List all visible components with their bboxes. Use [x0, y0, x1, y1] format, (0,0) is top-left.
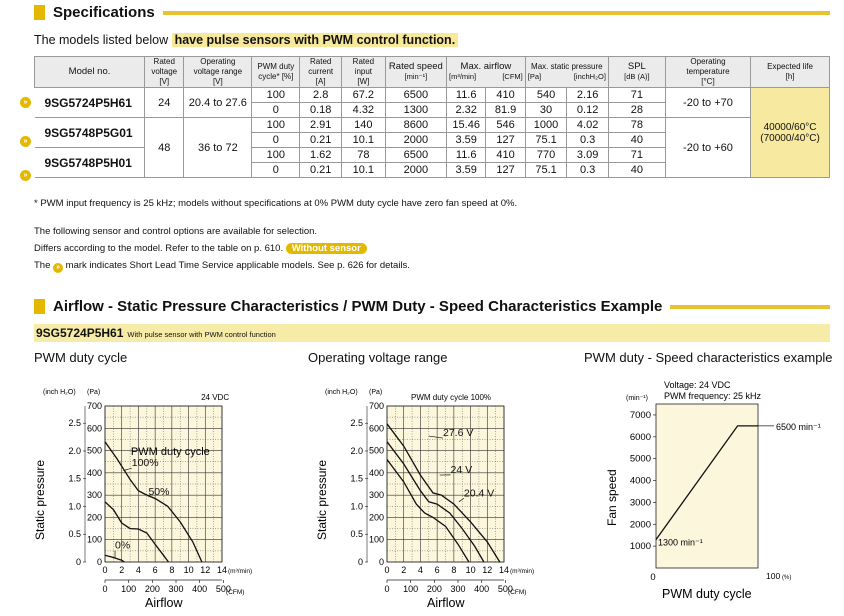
series-label: 20.4 V: [463, 487, 495, 500]
y-axis-label: Static pressure: [315, 459, 329, 540]
y2-tick-label: 1.0: [68, 501, 81, 512]
cfm-tick-label: 0: [102, 584, 108, 594]
x-tick-label: 14: [216, 565, 228, 575]
y-unit: (Pa): [87, 389, 101, 396]
short-lead-time-icon: »: [20, 170, 31, 181]
spl-cell: 40: [608, 163, 665, 178]
series-label: 0%: [115, 539, 131, 552]
series-label: 100%: [131, 457, 159, 470]
cfm-tick-label: 200: [426, 584, 442, 594]
short-lead-time-icon: »: [20, 136, 31, 147]
speed-chart: [596, 378, 842, 614]
chart-title: PWM duty cycle: [34, 350, 128, 365]
temperature-cell: -20 to +60: [665, 118, 750, 178]
y2-tick-label: 2.5: [68, 418, 81, 429]
y-unit: (min⁻¹): [626, 395, 648, 402]
y-tick-label: 2000: [629, 519, 651, 531]
pwm-footnote: * PWM input frequency is 25 kHz; models without specifications at 0% PWM duty cycle have zero fan speed at 0%.: [34, 198, 518, 209]
y2-tick-label: 0: [75, 557, 81, 567]
x-tick-label: 8: [451, 565, 457, 575]
intro-plain: The models listed below: [34, 33, 172, 47]
options-note: The following sensor and control options are available for selection.: [34, 226, 318, 237]
pressure-pa-cell: 30: [525, 103, 567, 118]
y2-tick-label: 1.0: [350, 501, 363, 512]
y-unit: (Pa): [369, 389, 383, 396]
y-tick-label: 700: [86, 401, 102, 411]
cfm-unit: (CFM): [226, 589, 245, 596]
y-tick-label: 5000: [629, 453, 651, 465]
spl-cell: 78: [608, 118, 665, 133]
specifications-header: [34, 4, 830, 21]
y-tick-label: 100: [86, 534, 102, 545]
header-temperature: Operating temperature [°C]: [665, 57, 750, 88]
spec-table: [34, 56, 830, 178]
speed-cell: 2000: [385, 163, 446, 178]
y2-tick-label: 1.5: [68, 473, 81, 484]
x-tick-label: 0: [384, 565, 390, 575]
chart-annotation: PWM duty cycle 100%: [411, 393, 492, 402]
voltage-cell: 48: [145, 118, 184, 178]
y-tick-label: 0: [96, 557, 102, 567]
range-cell: 36 to 72: [184, 118, 252, 178]
y-axis-label: Fan speed: [605, 469, 619, 526]
spl-cell: 71: [608, 148, 665, 163]
input-cell: 67.2: [341, 88, 385, 103]
cfm-tick-label: 400: [192, 584, 208, 594]
cfm-tick-label: 300: [168, 584, 184, 594]
data-label-low: 1300 min⁻¹: [658, 537, 703, 548]
chart-title: PWM duty - Speed characteristics example: [584, 350, 833, 365]
input-cell: 140: [341, 118, 385, 133]
x-tick-label: 4: [417, 565, 423, 575]
airflow-cfm-cell: 546: [486, 118, 525, 133]
without-sensor-badge: Without sensor: [286, 243, 367, 254]
pwm-cell: 100: [252, 118, 300, 133]
section-rule: [670, 305, 830, 309]
x-tick-label: 0: [102, 565, 108, 575]
input-cell: 4.32: [341, 103, 385, 118]
y-tick-label: 4000: [629, 475, 651, 487]
y-tick-label: 100: [368, 534, 384, 545]
pwm-cell: 100: [252, 88, 300, 103]
x-tick-label: 14: [498, 565, 510, 575]
x-tick-label: 10: [183, 565, 194, 575]
x-tick-label: 4: [135, 565, 141, 575]
data-label-high: 6500 min⁻¹: [776, 421, 821, 432]
characteristics-header: [34, 298, 830, 315]
x-tick-label: 6: [434, 565, 440, 575]
legend-title: PWM duty cycle: [130, 446, 210, 459]
range-cell: 20.4 to 27.6: [184, 88, 252, 118]
pressure-inch-cell: 0.12: [567, 103, 609, 118]
airflow-cfm-cell: 81.9: [486, 103, 525, 118]
cfm-tick-label: 200: [144, 584, 160, 594]
pressure-inch-cell: 0.3: [567, 163, 609, 178]
current-cell: 0.21: [300, 133, 342, 148]
header-spl: SPL [dB (A)]: [608, 57, 665, 88]
section-rule: [163, 11, 830, 15]
section-title: Specifications: [53, 4, 155, 21]
intro-text: [34, 33, 458, 47]
y2-tick-label: 2.0: [350, 445, 363, 456]
chart-annotation: 24 VDC: [201, 393, 230, 402]
header-input: Rated input [W]: [341, 57, 385, 88]
airflow-m3-cell: 11.6: [447, 148, 486, 163]
x-tick-label: 12: [200, 565, 211, 575]
airflow-m3-cell: 11.6: [447, 88, 486, 103]
header-pressure: Max. static pressure [Pa] [inchH₂O]: [525, 57, 608, 88]
chart-title: Operating voltage range: [308, 350, 448, 365]
y-tick-label: 1000: [629, 541, 651, 553]
speed-cell: 8600: [385, 118, 446, 133]
header-airflow: Max. airflow [m³/min] [CFM]: [447, 57, 526, 88]
spl-cell: 40: [608, 133, 665, 148]
cfm-tick-label: 500: [215, 584, 231, 594]
speed-cell: 6500: [385, 88, 446, 103]
airflow-m3-cell: 15.46: [447, 118, 486, 133]
short-lead-time-icon: »: [53, 263, 63, 273]
x-tick-label: 2: [401, 565, 407, 575]
cfm-tick-label: 500: [497, 584, 513, 594]
x-tick-label: 10: [465, 565, 476, 575]
section-title: Airflow - Static Pressure Characteristics / PWM Duty - Speed Characteristics Example: [53, 298, 663, 315]
y2-tick-label: 0.5: [350, 529, 363, 540]
pwm-duty-chart: [30, 378, 285, 614]
voltage-range-chart: [312, 378, 567, 614]
y-tick-label: 400: [86, 467, 102, 478]
y-tick-label: 300: [86, 490, 102, 501]
y-axis-label: Static pressure: [33, 459, 47, 540]
current-cell: 0.21: [300, 163, 342, 178]
pwm-cell: 100: [252, 148, 300, 163]
pressure-pa-cell: 1000: [525, 118, 567, 133]
pressure-pa-cell: 770: [525, 148, 567, 163]
header-life: Expected life [h]: [751, 57, 830, 88]
current-cell: 2.91: [300, 118, 342, 133]
header-rated-voltage: Rated voltage [V]: [145, 57, 184, 88]
pressure-inch-cell: 4.02: [567, 118, 609, 133]
pressure-pa-cell: 75.1: [525, 133, 567, 148]
pressure-pa-cell: 75.1: [525, 163, 567, 178]
series-label: 27.6 V: [442, 427, 474, 440]
x-unit: (m³/min): [510, 568, 535, 575]
pressure-inch-cell: 3.09: [567, 148, 609, 163]
y-tick-label: 200: [86, 512, 102, 523]
y-tick-label: 700: [368, 401, 384, 411]
pressure-inch-cell: 0.3: [567, 133, 609, 148]
y-tick-label: 400: [368, 467, 384, 478]
x-tick-label: 8: [169, 565, 175, 575]
x-tick-label: 12: [482, 565, 493, 575]
x-axis-label: Airflow: [427, 596, 465, 610]
header-pwm: PWM duty cycle* [%]: [252, 57, 300, 88]
y-tick-label: 0: [378, 557, 384, 567]
input-cell: 78: [341, 148, 385, 163]
spl-cell: 71: [608, 88, 665, 103]
y-tick-label: 300: [368, 490, 384, 501]
x-axis-label: Airflow: [145, 596, 183, 610]
short-lead-time-icon: »: [20, 97, 31, 108]
y2-tick-label: 0.5: [68, 529, 81, 540]
current-cell: 2.8: [300, 88, 342, 103]
chart-annotation: Voltage: 24 VDC: [664, 380, 731, 390]
y2-unit: (inch H₂O): [325, 389, 358, 396]
pwm-cell: 0: [252, 103, 300, 118]
cfm-tick-label: 100: [121, 584, 137, 594]
x-unit: (m³/min): [228, 568, 253, 575]
current-cell: 1.62: [300, 148, 342, 163]
y-tick-label: 600: [368, 423, 384, 434]
spl-cell: 28: [608, 103, 665, 118]
y-tick-label: 600: [86, 423, 102, 434]
speed-cell: 6500: [385, 148, 446, 163]
header-current: Rated current [A]: [300, 57, 342, 88]
header-speed: Rated speed [min⁻¹]: [385, 57, 446, 88]
x-tick-label: 2: [119, 565, 125, 575]
input-cell: 10.1: [341, 163, 385, 178]
y2-unit: (inch H₂O): [43, 389, 76, 396]
cfm-tick-label: 400: [474, 584, 490, 594]
mark-note: The » mark indicates Short Lead Time Service applicable models. See p. 626 for details.: [34, 260, 410, 271]
model-cell: 9SG5748P5G01: [35, 118, 145, 148]
y-tick-label: 200: [368, 512, 384, 523]
model-cell: 9SG5724P5H61: [35, 88, 145, 118]
section-square-icon: [34, 299, 45, 314]
series-label: 50%: [148, 486, 170, 499]
y-tick-label: 500: [86, 445, 102, 456]
x-tick-label: 0: [650, 572, 656, 583]
header-operating-range: Operating voltage range [V]: [184, 57, 252, 88]
pressure-inch-cell: 2.16: [567, 88, 609, 103]
airflow-cfm-cell: 410: [486, 148, 525, 163]
airflow-m3-cell: 2.32: [447, 103, 486, 118]
cfm-tick-label: 300: [450, 584, 466, 594]
intro-highlight: have pulse sensors with PWM control function.: [172, 33, 459, 47]
airflow-m3-cell: 3.59: [447, 133, 486, 148]
airflow-cfm-cell: 127: [486, 133, 525, 148]
model-cell: 9SG5748P5H01: [35, 148, 145, 178]
cfm-unit: (CFM): [508, 589, 527, 596]
airflow-m3-cell: 3.59: [447, 163, 486, 178]
y2-tick-label: 2.5: [350, 418, 363, 429]
model-bar: 9SG5724P5H61 With pulse sensor with PWM control function: [34, 324, 830, 342]
airflow-cfm-cell: 410: [486, 88, 525, 103]
speed-cell: 2000: [385, 133, 446, 148]
x-tick-label: 100: [766, 571, 781, 581]
differs-note: Differs according to the model. Refer to the table on p. 610. Without sensor: [34, 243, 367, 254]
y-tick-label: 7000: [629, 409, 651, 421]
voltage-cell: 24: [145, 88, 184, 118]
pwm-cell: 0: [252, 133, 300, 148]
section-square-icon: [34, 5, 45, 20]
x-unit: (%): [782, 575, 792, 581]
cfm-tick-label: 100: [403, 584, 419, 594]
x-axis-label: PWM duty cycle: [662, 587, 752, 601]
y2-tick-label: 0: [357, 557, 363, 567]
pwm-cell: 0: [252, 163, 300, 178]
y-tick-label: 3000: [629, 497, 651, 509]
airflow-cfm-cell: 127: [486, 163, 525, 178]
y2-tick-label: 1.5: [350, 473, 363, 484]
series-label: 24 V: [450, 463, 473, 476]
header-model: Model no.: [35, 57, 145, 88]
y-tick-label: 6000: [629, 431, 651, 443]
temperature-cell: -20 to +70: [665, 88, 750, 118]
input-cell: 10.1: [341, 133, 385, 148]
x-tick-label: 6: [152, 565, 158, 575]
y-tick-label: 500: [368, 445, 384, 456]
cfm-tick-label: 0: [384, 584, 390, 594]
current-cell: 0.18: [300, 103, 342, 118]
y2-tick-label: 2.0: [68, 445, 81, 456]
life-cell: 40000/60°C (70000/40°C): [751, 88, 830, 178]
pressure-pa-cell: 540: [525, 88, 567, 103]
speed-cell: 1300: [385, 103, 446, 118]
chart-annotation: PWM frequency: 25 kHz: [664, 391, 762, 401]
